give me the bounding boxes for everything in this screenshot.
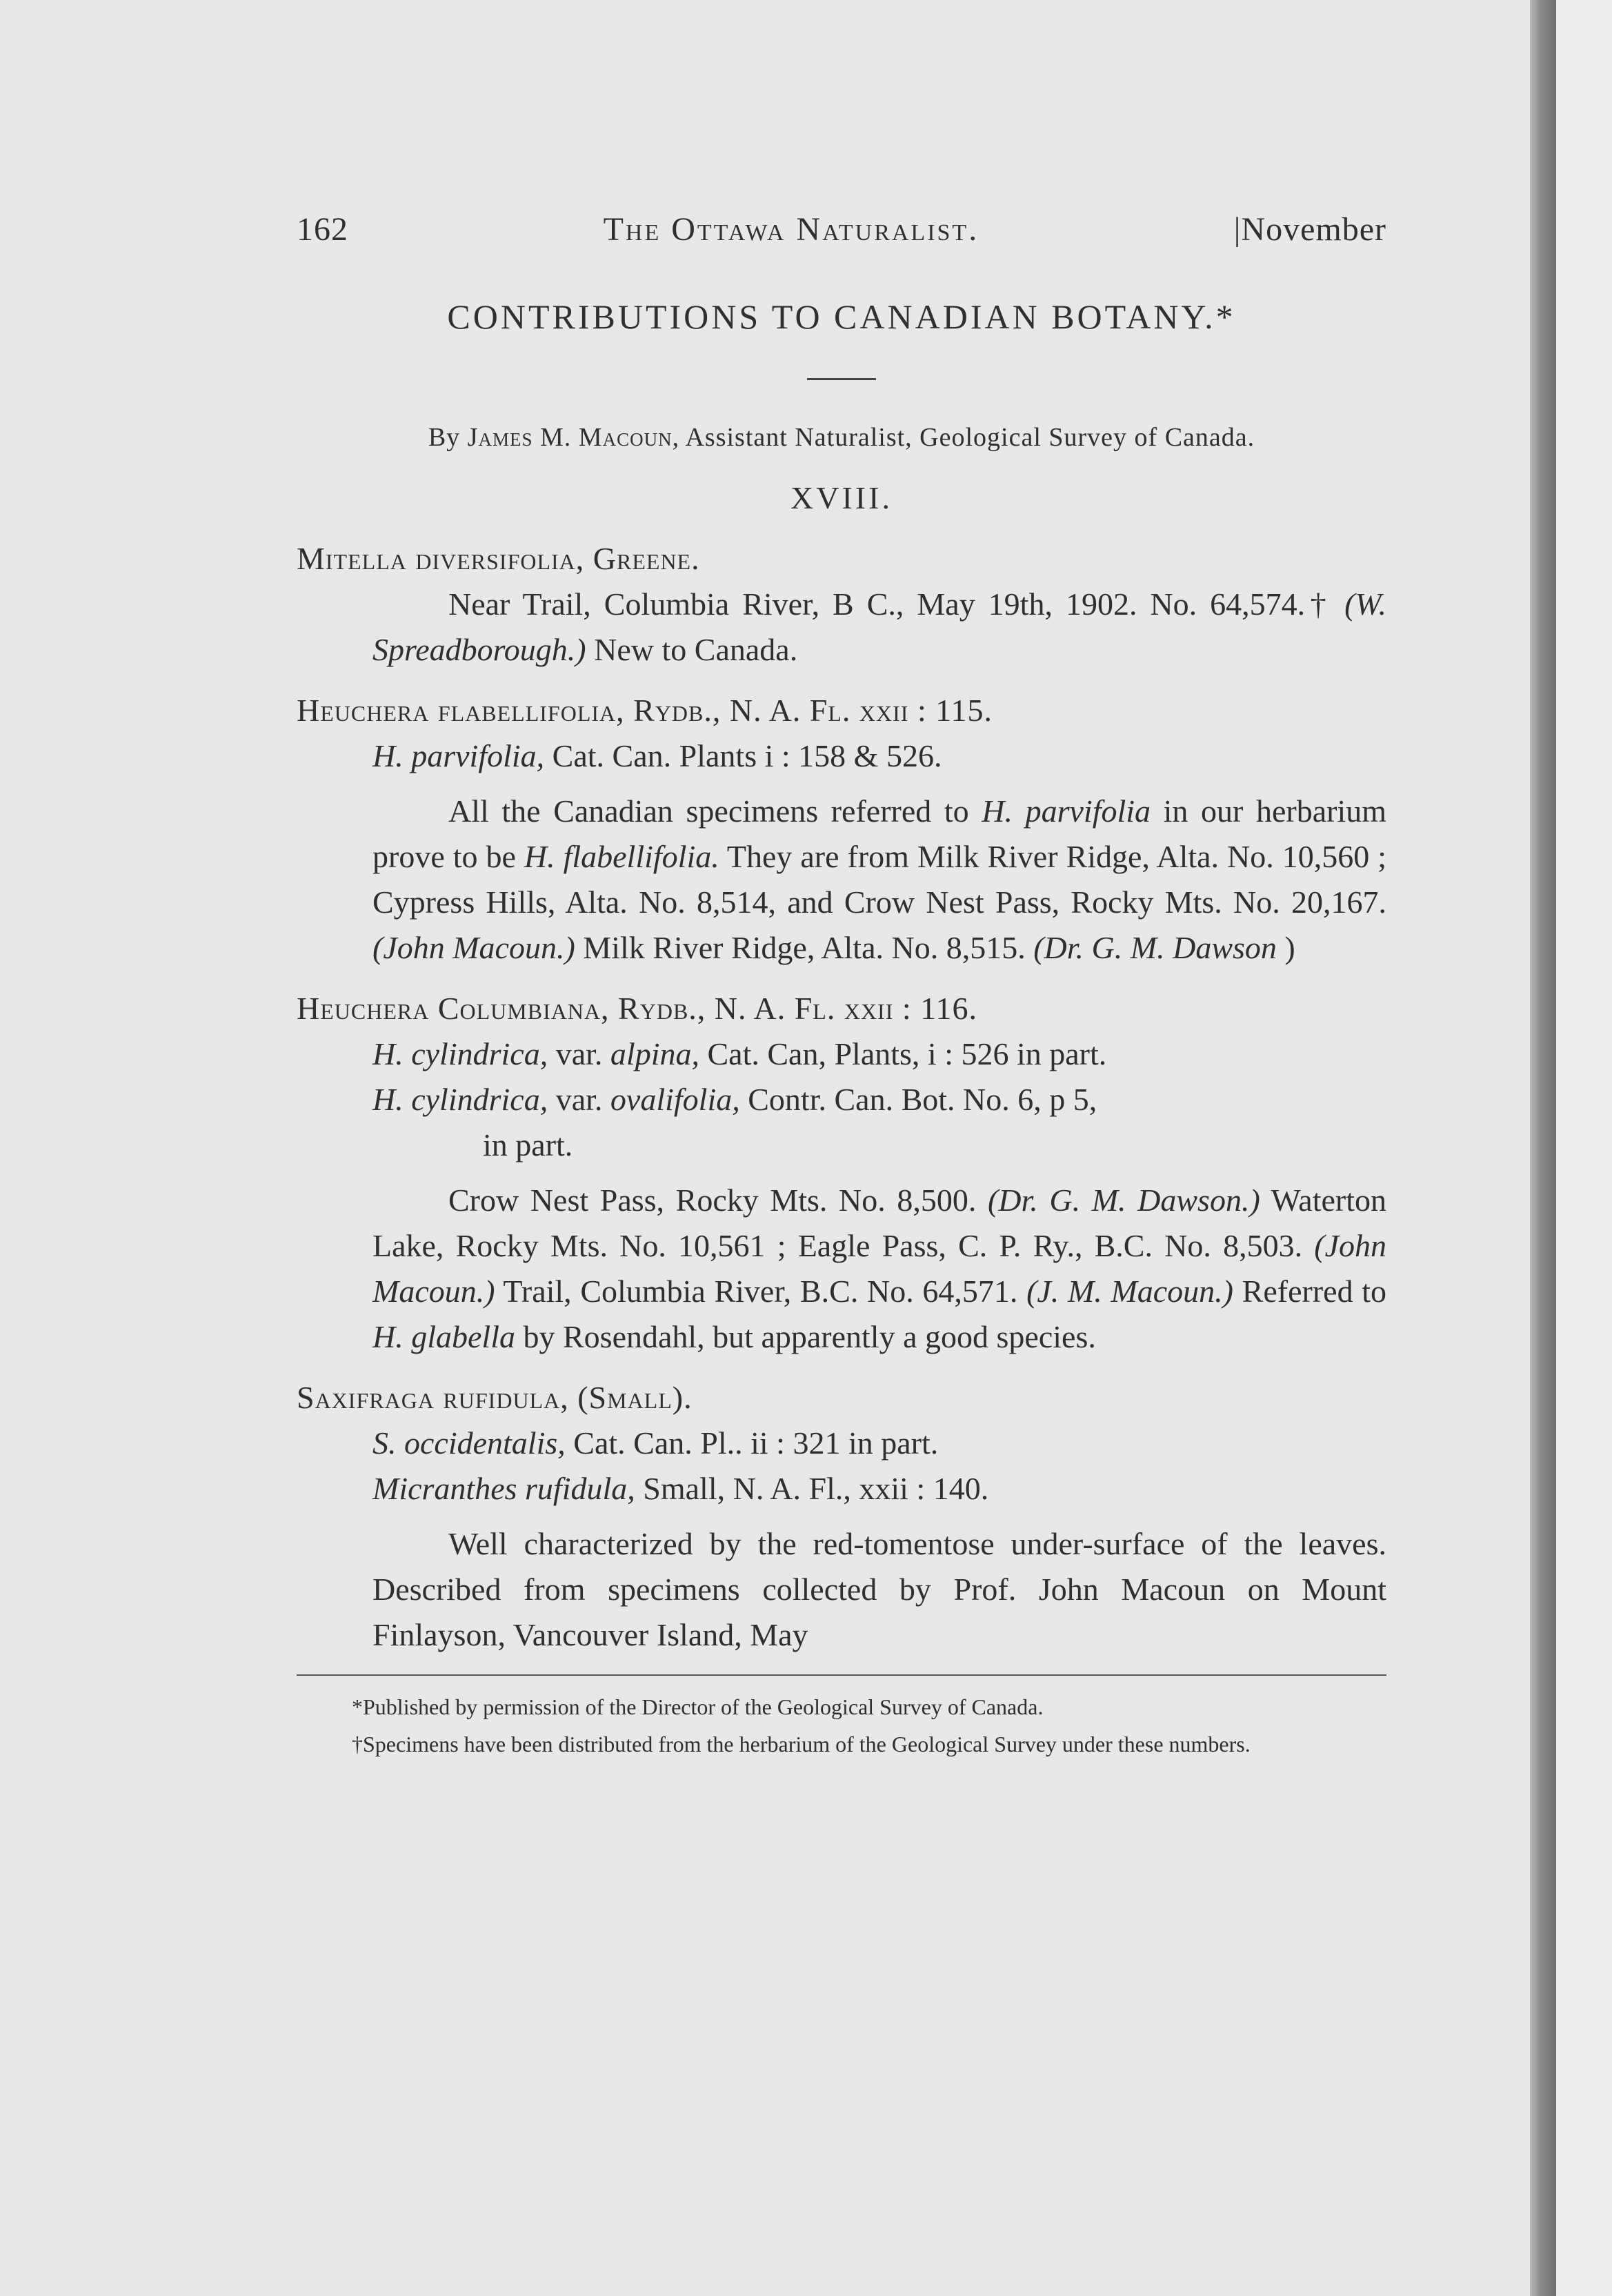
footnotes: [297, 1688, 1386, 1763]
synonym-line: [297, 1466, 1386, 1512]
part-number: XVIII.: [790, 480, 893, 515]
author-role: Assistant Naturalist, Geological Survey of Canada.: [679, 423, 1255, 452]
synonym-name: H. cylindrica,: [372, 1036, 548, 1071]
page-number: 162: [297, 211, 348, 248]
synonym-reference: Small, N. A. Fl., xxii : 140.: [635, 1471, 989, 1506]
italic-run: (Dr. G. M. Dawson.): [987, 1182, 1260, 1218]
text-run: Referred to: [1233, 1274, 1387, 1309]
page-content: [297, 207, 1386, 1763]
text-run: var.: [548, 1036, 610, 1071]
footnote: †Specimens have been distributed from the herbarium of the Geological Survey under these numbers.: [352, 1732, 1251, 1756]
species-heading: Heuchera Columbiana, Rydb., N. A. Fl. xxii : 116.: [297, 991, 977, 1026]
synonym-line: [297, 1077, 1386, 1122]
species-heading: Mitella diversifolia, Greene.: [297, 541, 700, 576]
text-run: Crow Nest Pass, Rocky Mts. No. 8,500.: [448, 1182, 988, 1218]
text-run: Waterton Lake, Rocky Mts. No. 10,561 ; Eagle Pass, C. P. Ry., B.C. No. 8,503.: [372, 1182, 1386, 1263]
italic-run: H. flabellifolia.: [524, 839, 719, 874]
running-head: [297, 207, 1386, 253]
synonym-line: [297, 1421, 1386, 1466]
entry-paragraph: [297, 1178, 1386, 1360]
italic-run: (John Macoun.): [372, 930, 575, 965]
text-run: var.: [548, 1082, 610, 1117]
synonym-continuation: in part.: [483, 1127, 573, 1162]
footnote: *Published by permission of the Director of the Geological Survey of Canada.: [352, 1694, 1044, 1719]
journal-title: The Ottawa Naturalist.: [603, 211, 979, 248]
italic-run: (John Macoun.): [372, 1228, 1386, 1309]
entry-paragraph: Well characterized by the red-tomentose under-surface of the leaves. Described from specimens collected by Prof. John Macoun on Mount Finlayson, Vancouver Island, May: [372, 1526, 1386, 1652]
synonym-name: S. occidentalis,: [372, 1425, 566, 1461]
italic-run: H. parvifolia: [982, 793, 1151, 829]
species-heading: Heuchera flabellifolia, Rydb., N. A. Fl. xxii : 115.: [297, 693, 993, 728]
collector-name: (W. Spreadborough.): [372, 586, 1386, 667]
synonym-name: H. cylindrica,: [372, 1082, 548, 1117]
text-run: in our herbarium prove to be: [372, 793, 1387, 874]
text-run: ): [1276, 930, 1295, 965]
species-entry: [297, 986, 1386, 1360]
issue-month: |November: [1233, 211, 1386, 248]
entry-paragraph: [297, 789, 1386, 971]
species-heading: Saxifraga rufidula, (Small).: [297, 1380, 693, 1415]
footnote-divider: [297, 1674, 1386, 1676]
italic-run: H. glabella: [372, 1319, 515, 1354]
byline-prefix: By: [428, 423, 468, 452]
species-entry: [297, 1375, 1386, 1658]
article-title: CONTRIBUTIONS TO CANADIAN BOTANY.*: [447, 297, 1236, 336]
author-name: James M. Macoun,: [467, 423, 680, 452]
synonym-reference: Cat. Can. Plants i : 158 & 526.: [544, 738, 942, 773]
text-run: New to Canada.: [586, 632, 798, 667]
scan-margin: [1556, 0, 1612, 2296]
synonym-name: Micranthes rufidula,: [372, 1471, 635, 1506]
synonym-variety: alpina,: [610, 1036, 699, 1071]
synonym-reference: Cat. Can. Pl.. ii : 321 in part.: [565, 1425, 939, 1461]
text-run: Milk River Ridge, Alta. No. 8,515.: [575, 930, 1034, 965]
synonym-reference: Cat. Can, Plants, i : 526 in part.: [699, 1036, 1107, 1071]
entry-paragraph: [297, 582, 1386, 673]
synonym-variety: ovalifolia,: [610, 1082, 740, 1117]
synonym-reference: Contr. Can. Bot. No. 6, p 5,: [739, 1082, 1097, 1117]
italic-run: (J. M. Macoun.): [1026, 1274, 1234, 1309]
species-entry: [297, 536, 1386, 673]
text-run: by Rosendahl, but apparently a good species.: [515, 1319, 1096, 1354]
text-run: They are from Milk River Ridge, Alta. No. 10,560 ; Cypress Hills, Alta. No. 8,514, and Crow Nest Pass, Rocky Mts. No. 20,167.: [372, 839, 1386, 920]
text-run: All the Canadian specimens referred to: [448, 793, 982, 829]
title-divider: [807, 378, 876, 380]
species-entry: [297, 688, 1386, 971]
synonym-line: [297, 1031, 1386, 1077]
page-edge-shadow: [1530, 0, 1556, 2296]
italic-run: (Dr. G. M. Dawson: [1033, 930, 1277, 965]
synonym-line: [297, 733, 1386, 779]
byline: [297, 415, 1386, 460]
synonym-name: H. parvifolia,: [372, 738, 545, 773]
text-run: Near Trail, Columbia River, B C., May 19th, 1902. No. 64,574.†: [448, 586, 1345, 622]
text-run: Trail, Columbia River, B.C. No. 64,571.: [495, 1274, 1027, 1309]
